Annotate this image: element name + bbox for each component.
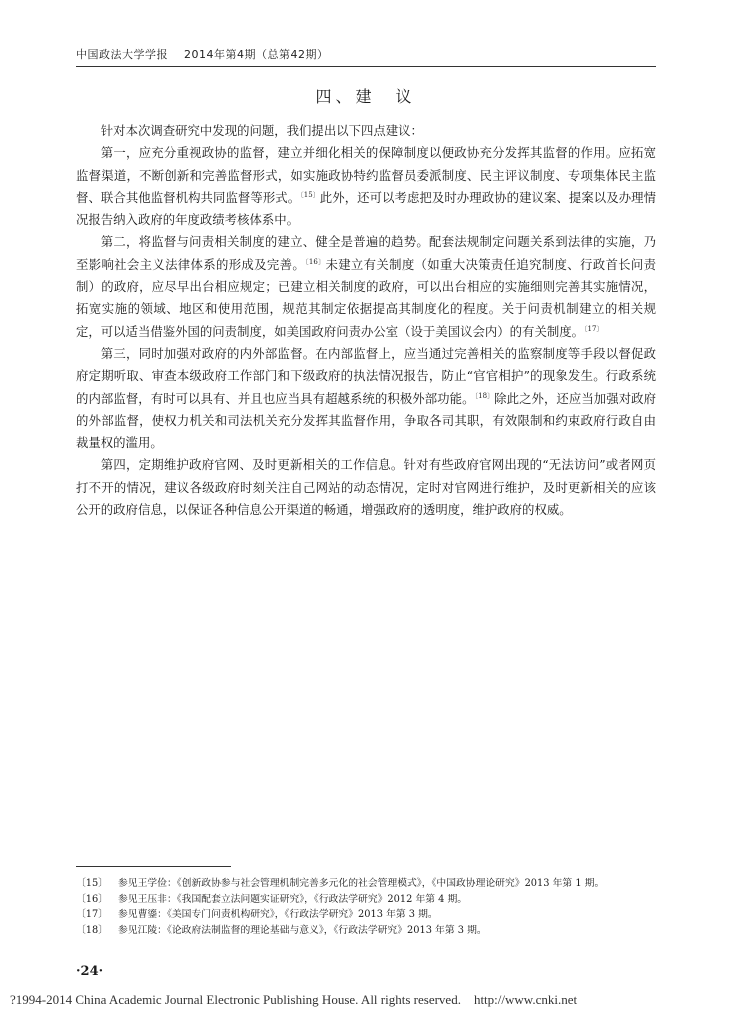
footnote-ref-18[interactable]: 〔18〕 bbox=[474, 391, 495, 400]
footnote-item bbox=[76, 876, 656, 892]
footnote-number: 〔16〕 bbox=[76, 893, 109, 905]
footnote-item bbox=[76, 923, 656, 939]
paragraph-fourth bbox=[76, 454, 656, 521]
paragraph-text: 此外，还可以考虑把及时办理政协的建议案、提案以及办理情况报告纳入政府的年度政绩考核体系中。 bbox=[76, 189, 657, 228]
page-number: ·24· bbox=[76, 964, 104, 979]
section-title: 四、建 议 bbox=[315, 87, 416, 106]
paragraph-intro bbox=[76, 120, 656, 142]
header-rule bbox=[76, 66, 656, 67]
footnote-ref-16[interactable]: 〔16〕 bbox=[305, 257, 326, 266]
paragraph-second bbox=[76, 231, 656, 342]
paragraph-third bbox=[76, 343, 656, 454]
footnote-number: 〔17〕 bbox=[76, 909, 109, 920]
footnote-text: 参见王压非：《我国配套立法问题实证研究》，《行政法学研究》2012 年第 4 期。 bbox=[118, 893, 468, 905]
footnote-text: 参见王学俭：《创新政协参与社会管理机制完善多元化的社会管理模式》，《中国政协理论研究》2013 年第 1 期。 bbox=[118, 878, 605, 889]
footnote-text: 参见曹鎏：《美国专门问责机构研究》，《行政法学研究》2013 年第 3 期。 bbox=[118, 909, 438, 920]
running-header bbox=[76, 46, 329, 62]
paragraph-text: 除此之外，还应当加强对政府的外部监督，使权力机关和司法机关充分发挥其监督作用，争取各司其职，有效限制和约束政府行政自由裁量权的滥用。 bbox=[76, 390, 657, 451]
footnote-ref-17[interactable]: 〔17〕 bbox=[584, 324, 604, 333]
copyright-notice: ?1994-2014 China Academic Journal Electronic Publishing House. All rights reserved. http://www.cnki.net bbox=[10, 992, 578, 1007]
footnote-item bbox=[76, 892, 656, 908]
footnote-number: 〔15〕 bbox=[76, 878, 109, 889]
paragraph-text: 第四，定期维护政府官网、及时更新相关的工作信息。针对有些政府官网出现的“无法访问”或者网页打不开的情况，建议各级政府时刻关注自己网站的动态情况，定时对官网进行维护，及时更新相关的应该公开的政府信息，以保证各种信息公开渠道的畅通，增强政府的透明度，维护政府的权威。 bbox=[76, 457, 656, 518]
footnote-number: 〔18〕 bbox=[76, 924, 109, 936]
journal-name: 中国政法大学学报 bbox=[76, 48, 168, 61]
footnote-item bbox=[76, 907, 656, 923]
body-text bbox=[76, 120, 656, 521]
paragraph-text: 第一，应充分重视政协的监督，建立并细化相关的保障制度以便政协充分发挥其监督的作用。应拓宽监督渠道，不断创新和完善监督形式，如实施政协特约监督员委派制度、民主评议制度、专项集体民主监督、联合其他监督机构共同监督等形式。 bbox=[76, 145, 656, 205]
footnote-rule bbox=[76, 866, 231, 867]
paragraph-text: 第三，同时加强对政府的内外部监督。在内部监督上，应当通过完善相关的监察制度等手段以督促政府定期听取、审查本级政府工作部门和下级政府的执法情况报告，防止“官官相护”的现象发生。行政系统的内部监督，有时可以具有、并且也应当具有超越系统的积极外部功能。 bbox=[76, 345, 656, 406]
paragraph-text: 第二，将监督与问责相关制度的建立、健全是普遍的趋势。配套法规制定问题关系到法律的实施，乃至影响社会主义法律体系的形成及完善。 bbox=[76, 234, 656, 272]
issue-info: 2014年第4期（总第42期） bbox=[184, 48, 329, 61]
paragraph-text: 针对本次调查研究中发现的问题，我们提出以下四点建议： bbox=[100, 123, 423, 138]
paragraph-first bbox=[76, 142, 656, 231]
footnote-text: 参见江陵：《论政府法制监督的理论基础与意义》，《行政法学研究》2013 年第 3 期。 bbox=[118, 924, 487, 936]
footnotes bbox=[76, 876, 656, 938]
footnote-ref-15[interactable]: 〔15〕 bbox=[300, 190, 320, 199]
paragraph-text: 未建立有关制度（如重大决策责任追究制度、行政首长问责制）的政府，应尽早出台相应规定；已建立相关制度的政府，可以出台相应的实施细则完善其实施情况，拓宽实施的领域、地区和使用范围，规范其制定依据提高其制度化的程度。关于问责机制建立的相关规定，可以适当借鉴外国的问责制度，如美国政府问责办公室（设于美国议会内）的有关制度。 bbox=[76, 256, 657, 339]
